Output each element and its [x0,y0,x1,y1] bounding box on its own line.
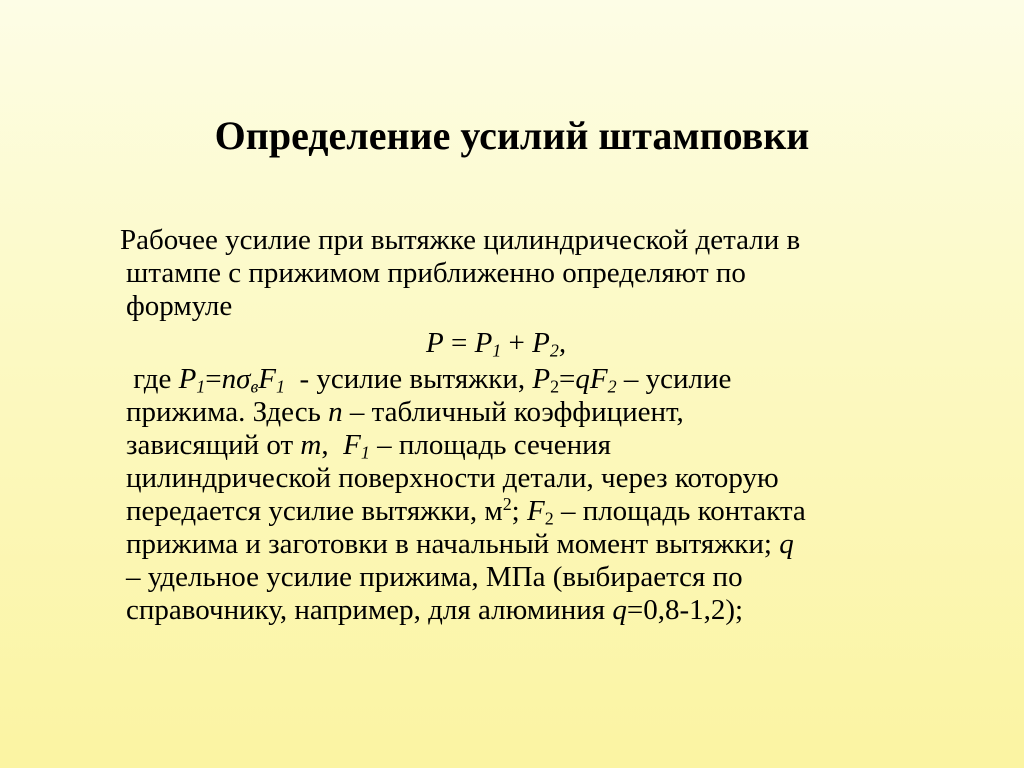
formula-p2: P [532,327,550,359]
formula-p: P [426,327,444,359]
line2-b: – табличный коэффициент, [349,396,684,428]
formula-p1: P [474,327,493,359]
line3-m: m [300,429,322,461]
line3-c: – площадь сечения [377,429,611,461]
body-line-4: цилиндрической поверхности детали, через которую [126,462,779,494]
line5-sup: 2 [502,494,512,515]
where-sigma: σ [236,363,251,395]
body-line-2 [126,396,946,429]
body-line-8 [126,594,946,627]
line3-f1-sub: 1 [360,442,370,463]
body-line-7: – удельное усилие прижима, МПа (выбирается по [126,561,743,593]
body-line-6 [126,528,946,561]
line8-b: =0,8-1,2); [626,594,744,626]
line5-a: передается усилие вытяжки, м [126,495,503,527]
where-desc1: - усилие вытяжки, [299,363,526,395]
line8-a: справочнику, например, для алюминия [126,594,606,626]
where-p1-sub: 1 [196,376,206,397]
where-q: q [575,363,590,395]
line5-f2-sub: 2 [544,508,554,529]
line6-q: q [779,528,794,560]
formula-p2-sub: 2 [549,340,559,361]
where-eq1: = [205,363,222,395]
where-f2: F [589,363,608,395]
where-eq2: = [559,363,576,395]
line5-b: ; [511,495,520,527]
slide-body [120,224,946,627]
formula-equals: = [450,327,468,359]
line6-a: прижима и заготовки в начальный момент вытяжки; [126,528,772,560]
body-line-5 [126,495,946,528]
intro-line-1: Рабочее усилие при вытяжке цилиндрической детали в [120,224,801,256]
line2-n: n [328,396,343,428]
where-p2: P [532,363,551,395]
where-p1: P [178,363,197,395]
where-line [126,363,946,396]
formula-plus: + [508,327,525,359]
where-f2-sub: 2 [607,376,617,397]
where-n: n [221,363,237,395]
line8-q: q [612,594,627,626]
line5-c: – площадь контакта [560,495,806,527]
where-word: где [133,363,172,395]
where-f1-sub: 1 [275,376,285,397]
line3-a: зависящий от [126,429,294,461]
line5-f2: F [526,495,545,527]
body-line-3 [126,429,946,462]
line3-f1: F [343,429,361,461]
where-f1: F [258,363,276,395]
intro-line-2: штампе с прижимом приближенно определяют по [126,257,746,289]
where-p2-sub: 2 [550,376,560,397]
intro-line-3: формуле [126,290,233,322]
formula-tail: , [558,327,567,359]
where-sigma-sub: в [250,376,259,397]
where-desc2: – усилие [623,363,732,395]
line3-b: , [321,429,329,461]
main-formula [126,323,946,363]
slide-title: Определение усилий штамповки [214,113,810,158]
line2-a: прижима. Здесь [126,396,321,428]
formula-p1-sub: 1 [492,340,502,361]
